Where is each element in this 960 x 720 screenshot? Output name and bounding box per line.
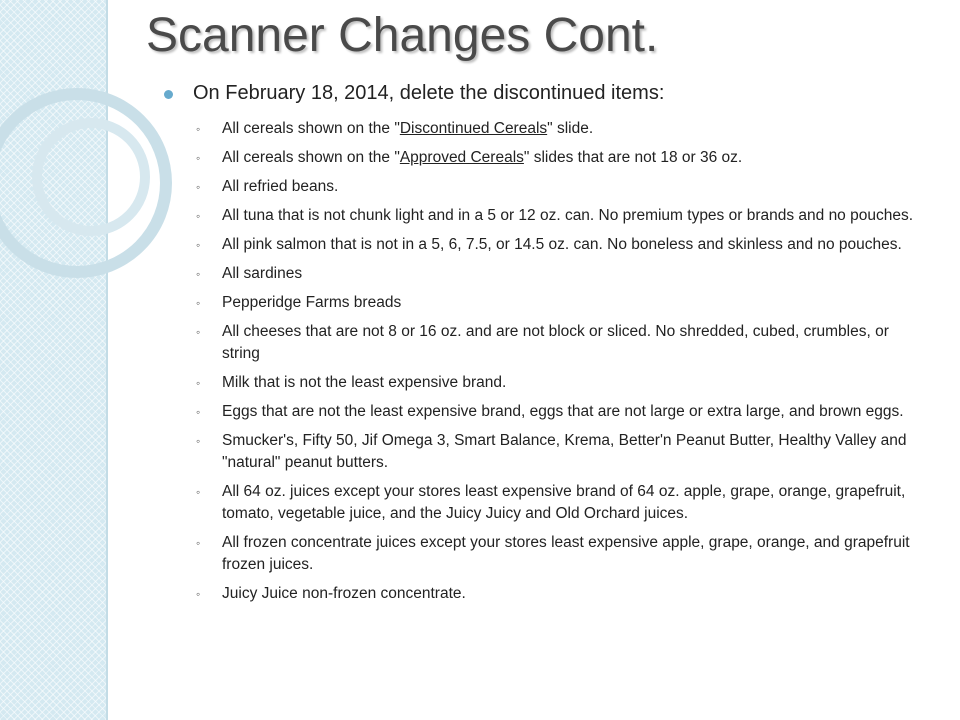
list-item [196, 401, 916, 423]
item-text-prefix: All cereals shown on the " [222, 149, 400, 166]
item-text: All pink salmon that is not in a 5, 6, 7.5, or 14.5 oz. can. No boneless and skinless and no pouches. [222, 236, 902, 253]
item-text: Smucker's, Fifty 50, Jif Omega 3, Smart Balance, Krema, Better'n Peanut Butter, Healthy Valley and "natural" peanut butters. [222, 432, 907, 471]
sub-bullet-icon: ◦ [196, 405, 201, 419]
list-item [196, 292, 916, 314]
item-text: All cheeses that are not 8 or 16 oz. and are not block or sliced. No shredded, cubed, crumbles, or string [222, 323, 889, 362]
list-item [196, 147, 916, 169]
decorative-ring-inner [32, 118, 150, 236]
sub-bullet-icon: ◦ [196, 296, 201, 310]
item-text-suffix: " slide. [547, 120, 594, 137]
sub-bullet-icon: ◦ [196, 267, 201, 281]
main-bullet-text: On February 18, 2014, delete the discontinued items: [193, 82, 665, 104]
list-item [196, 176, 916, 198]
item-text: Juicy Juice non-frozen concentrate. [222, 585, 466, 602]
bullet-dot-icon [164, 90, 173, 99]
sub-bullet-icon: ◦ [196, 209, 201, 223]
item-text: Pepperidge Farms breads [222, 294, 402, 311]
item-text-suffix: " slides that are not 18 or 36 oz. [523, 149, 743, 166]
main-bullet [164, 82, 664, 105]
list-item [196, 430, 916, 474]
list-item [196, 583, 916, 605]
item-text: Milk that is not the least expensive brand. [222, 374, 507, 391]
sub-bullet-icon: ◦ [196, 587, 201, 601]
item-text: All frozen concentrate juices except your stores least expensive apple, grape, orange, and grapefruit frozen juices. [222, 534, 910, 573]
list-item [196, 234, 916, 256]
approved-cereals-link[interactable]: Approved Cereals [399, 149, 524, 166]
discontinued-items-list [196, 118, 916, 612]
item-text: All 64 oz. juices except your stores least expensive brand of 64 oz. apple, grape, orange, grapefruit, tomato, vegetable juice, and the Juicy Juicy and Old Orchard juices. [222, 483, 906, 522]
list-item [196, 532, 916, 576]
list-item [196, 372, 916, 394]
item-text: All tuna that is not chunk light and in a 5 or 12 oz. can. No premium types or brands and no pouches. [222, 207, 914, 224]
item-text: All refried beans. [222, 178, 339, 195]
list-item [196, 118, 916, 140]
decorative-sidebar [0, 0, 108, 720]
item-text: All sardines [222, 265, 303, 282]
sub-bullet-icon: ◦ [196, 238, 201, 252]
sub-bullet-icon: ◦ [196, 122, 201, 136]
sub-bullet-icon: ◦ [196, 180, 201, 194]
sub-bullet-icon: ◦ [196, 151, 201, 165]
item-text: Eggs that are not the least expensive brand, eggs that are not large or extra large, and brown eggs. [222, 403, 904, 420]
slide-title: Scanner Changes Cont. [146, 9, 659, 62]
list-item [196, 263, 916, 285]
item-text-prefix: All cereals shown on the " [222, 120, 400, 137]
sub-bullet-icon: ◦ [196, 325, 201, 339]
sub-bullet-icon: ◦ [196, 485, 201, 499]
sub-bullet-icon: ◦ [196, 376, 201, 390]
list-item [196, 481, 916, 525]
sub-bullet-icon: ◦ [196, 536, 201, 550]
discontinued-cereals-link[interactable]: Discontinued Cereals [399, 120, 548, 137]
sub-bullet-icon: ◦ [196, 434, 201, 448]
list-item [196, 321, 916, 365]
list-item [196, 205, 916, 227]
